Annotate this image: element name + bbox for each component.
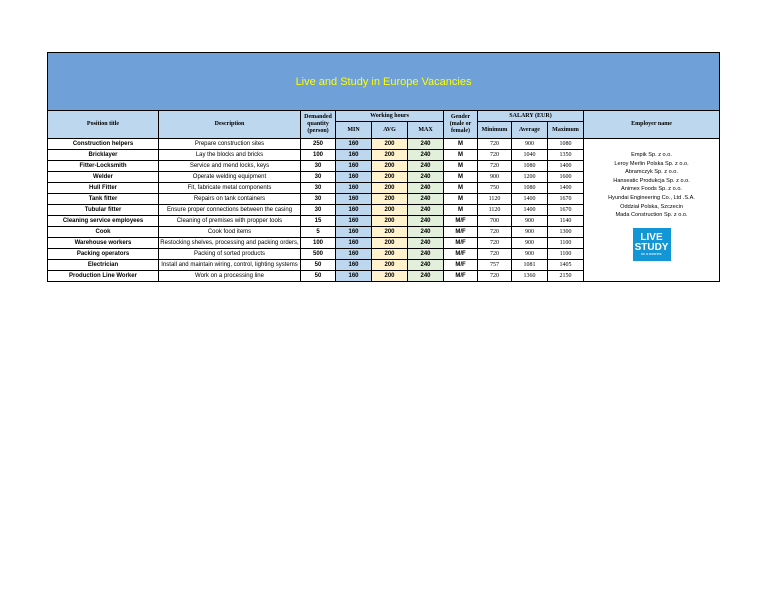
cell-description: Ensure proper connections between the casing — [159, 205, 301, 216]
cell-description: Work on a processing line — [159, 271, 301, 282]
cell-gender: M — [444, 172, 478, 183]
cell-quantity: 500 — [301, 249, 336, 260]
cell-sal-max: 1300 — [548, 227, 584, 238]
cell-sal-min: 1120 — [478, 205, 512, 216]
cell-sal-min: 720 — [478, 139, 512, 150]
cell-position: Production Line Worker — [48, 271, 159, 282]
cell-max: 240 — [408, 205, 444, 216]
cell-sal-min: 750 — [478, 183, 512, 194]
cell-sal-avg: 900 — [512, 227, 548, 238]
header-working-hours: Working hours — [336, 111, 444, 122]
cell-description: Repairs on tank containers — [159, 194, 301, 205]
cell-min: 160 — [336, 238, 372, 249]
cell-description: Service and mend locks, keys — [159, 161, 301, 172]
cell-position: Packing operators — [48, 249, 159, 260]
header-gender — [444, 111, 478, 139]
cell-quantity: 50 — [301, 271, 336, 282]
header-quantity-line2: quantity — [307, 121, 329, 127]
cell-sal-avg: 1360 — [512, 271, 548, 282]
cell-sal-min: 720 — [478, 150, 512, 161]
cell-min: 160 — [336, 150, 372, 161]
cell-description: Restocking shelves, processing and packing orders, — [159, 238, 301, 249]
cell-min: 160 — [336, 172, 372, 183]
cell-sal-max: 1140 — [548, 216, 584, 227]
cell-position: Fitter-Locksmith — [48, 161, 159, 172]
cell-max: 240 — [408, 238, 444, 249]
page-title: Live and Study in Europe Vacancies — [48, 53, 720, 111]
cell-description: Operate welding equipment — [159, 172, 301, 183]
cell-position: Welder — [48, 172, 159, 183]
cell-position: Tank fitter — [48, 194, 159, 205]
cell-quantity: 5 — [301, 227, 336, 238]
employer-name: Empik Sp. z o.o. — [631, 152, 672, 158]
cell-sal-max: 1080 — [548, 139, 584, 150]
cell-max: 240 — [408, 216, 444, 227]
header-gender-line1: Gender — [450, 114, 471, 120]
cell-position: Tubular fitter — [48, 205, 159, 216]
cell-avg: 200 — [372, 260, 408, 271]
header-quantity — [301, 111, 336, 139]
cell-description: Packing of sorted products — [159, 249, 301, 260]
header-position: Position title — [48, 111, 159, 139]
cell-sal-min: 720 — [478, 161, 512, 172]
cell-sal-min: 720 — [478, 249, 512, 260]
cell-sal-min: 700 — [478, 216, 512, 227]
cell-avg: 200 — [372, 183, 408, 194]
cell-avg: 200 — [372, 194, 408, 205]
vacancies-table — [47, 52, 720, 282]
cell-min: 160 — [336, 271, 372, 282]
cell-min: 160 — [336, 139, 372, 150]
cell-sal-avg: 1400 — [512, 205, 548, 216]
table-body — [48, 139, 720, 282]
header-salary: SALARY (EUR) — [478, 111, 584, 122]
cell-avg: 200 — [372, 249, 408, 260]
cell-quantity: 100 — [301, 238, 336, 249]
cell-sal-min: 1120 — [478, 194, 512, 205]
cell-gender: M — [444, 161, 478, 172]
cell-max: 240 — [408, 260, 444, 271]
cell-description: Cleaning of premises with propper tools — [159, 216, 301, 227]
logo-line2: STUDY — [634, 241, 669, 253]
cell-sal-max: 2150 — [548, 271, 584, 282]
cell-max: 240 — [408, 139, 444, 150]
cell-min: 160 — [336, 194, 372, 205]
employer-name: Hanseatic Produkcja Sp. z o.o. — [613, 177, 690, 184]
logo-line1: LIVE — [640, 231, 663, 243]
cell-sal-min: 757 — [478, 260, 512, 271]
cell-quantity: 15 — [301, 216, 336, 227]
cell-position: Hull Fitter — [48, 183, 159, 194]
header-gender-line2: (male or — [449, 121, 472, 127]
header-hours-avg: AVG — [372, 122, 408, 139]
cell-description: Prepare construction sites — [159, 139, 301, 150]
cell-avg: 200 — [372, 161, 408, 172]
employer-name: Hyundai Engineering Co., Ltd .S.A. — [608, 194, 695, 201]
cell-avg: 200 — [372, 227, 408, 238]
cell-sal-max: 1400 — [548, 161, 584, 172]
employer-cell — [584, 139, 720, 282]
cell-min: 160 — [336, 260, 372, 271]
cell-sal-min: 900 — [478, 172, 512, 183]
cell-sal-min: 720 — [478, 238, 512, 249]
cell-max: 240 — [408, 150, 444, 161]
header-gender-line3: female) — [451, 128, 470, 134]
cell-avg: 200 — [372, 150, 408, 161]
cell-quantity: 30 — [301, 172, 336, 183]
cell-gender: M/F — [444, 227, 478, 238]
cell-max: 240 — [408, 172, 444, 183]
header-salary-avg: Average — [512, 122, 548, 139]
header-hours-min: MIN — [336, 122, 372, 139]
header-hours-max: MAX — [408, 122, 444, 139]
employer-name: Abramczyk Sp. z o.o. — [625, 169, 678, 176]
cell-avg: 200 — [372, 205, 408, 216]
cell-quantity: 250 — [301, 139, 336, 150]
cell-sal-avg: 1400 — [512, 194, 548, 205]
cell-min: 160 — [336, 183, 372, 194]
cell-description: Fit, fabricate metal components — [159, 183, 301, 194]
header-employer: Employer name — [584, 111, 720, 139]
cell-min: 160 — [336, 216, 372, 227]
cell-max: 240 — [408, 161, 444, 172]
cell-gender: M/F — [444, 249, 478, 260]
cell-sal-max: 1405 — [548, 260, 584, 271]
cell-position: Cleaning service employees — [48, 216, 159, 227]
cell-gender: M/F — [444, 238, 478, 249]
cell-sal-min: 720 — [478, 271, 512, 282]
cell-gender: M — [444, 205, 478, 216]
header-quantity-line1: Demanded — [304, 114, 332, 120]
cell-sal-avg: 900 — [512, 249, 548, 260]
cell-position: Electrician — [48, 260, 159, 271]
cell-gender: M/F — [444, 216, 478, 227]
cell-quantity: 30 — [301, 183, 336, 194]
cell-sal-avg: 900 — [512, 216, 548, 227]
employer-name: Animex Foods Sp. z o.o. — [621, 186, 682, 193]
header-salary-max: Maximum — [548, 122, 584, 139]
cell-gender: M — [444, 183, 478, 194]
cell-max: 240 — [408, 227, 444, 238]
cell-min: 160 — [336, 249, 372, 260]
cell-sal-avg: 900 — [512, 139, 548, 150]
cell-sal-avg: 1040 — [512, 150, 548, 161]
cell-sal-avg: 900 — [512, 238, 548, 249]
cell-quantity: 30 — [301, 194, 336, 205]
employer-name: Mada Construction Sp. z o.o. — [615, 212, 688, 219]
logo-sub: IN EUROPE — [641, 251, 663, 256]
cell-sal-max: 1600 — [548, 172, 584, 183]
cell-avg: 200 — [372, 216, 408, 227]
cell-min: 160 — [336, 205, 372, 216]
cell-description: Install and maintain wiring, control, lighting systems — [159, 260, 301, 271]
cell-position: Warehouse workers — [48, 238, 159, 249]
cell-gender: M — [444, 139, 478, 150]
header-salary-min: Minimum — [478, 122, 512, 139]
cell-sal-avg: 1081 — [512, 260, 548, 271]
cell-description: Lay the blocks and bricks — [159, 150, 301, 161]
cell-gender: M — [444, 194, 478, 205]
live-study-logo — [633, 228, 671, 261]
cell-sal-avg: 1080 — [512, 161, 548, 172]
cell-sal-max: 1400 — [548, 183, 584, 194]
cell-sal-avg: 1080 — [512, 183, 548, 194]
cell-quantity: 30 — [301, 161, 336, 172]
cell-max: 240 — [408, 194, 444, 205]
cell-sal-max: 1100 — [548, 249, 584, 260]
cell-sal-max: 1350 — [548, 150, 584, 161]
cell-gender: M/F — [444, 271, 478, 282]
cell-avg: 200 — [372, 172, 408, 183]
cell-gender: M — [444, 150, 478, 161]
cell-quantity: 50 — [301, 260, 336, 271]
cell-sal-min: 720 — [478, 227, 512, 238]
cell-max: 240 — [408, 271, 444, 282]
cell-position: Bricklayer — [48, 150, 159, 161]
cell-avg: 200 — [372, 238, 408, 249]
employer-name: Oddział Polska, Szczecin — [620, 203, 683, 210]
cell-quantity: 30 — [301, 205, 336, 216]
cell-min: 160 — [336, 161, 372, 172]
table-row — [48, 139, 720, 150]
cell-sal-avg: 1200 — [512, 172, 548, 183]
cell-max: 240 — [408, 249, 444, 260]
cell-sal-max: 1670 — [548, 194, 584, 205]
cell-avg: 200 — [372, 139, 408, 150]
cell-description: Cook food items — [159, 227, 301, 238]
cell-max: 240 — [408, 183, 444, 194]
header-quantity-line3: (person) — [307, 128, 329, 134]
employer-name: Leroy Merlin Polska Sp. z o.o. — [614, 160, 689, 167]
cell-position: Cook — [48, 227, 159, 238]
cell-sal-max: 1670 — [548, 205, 584, 216]
cell-min: 160 — [336, 227, 372, 238]
cell-gender: M/F — [444, 260, 478, 271]
employer-list — [584, 139, 719, 220]
cell-avg: 200 — [372, 271, 408, 282]
cell-position: Construction helpers — [48, 139, 159, 150]
cell-sal-max: 1100 — [548, 238, 584, 249]
header-description: Description — [159, 111, 301, 139]
cell-quantity: 100 — [301, 150, 336, 161]
